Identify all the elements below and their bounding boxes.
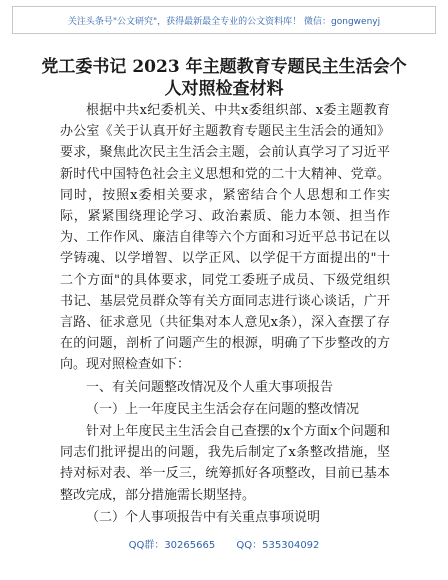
page-footer <box>0 536 448 551</box>
subsection-heading-1: （一）上一年度民主生活会存在问题的整改情况 <box>86 401 360 417</box>
footer-qq-group: QQ群：30265665 <box>128 540 216 551</box>
subsection-heading-2: （二）个人事项报告中有关重点事项说明 <box>86 509 321 525</box>
top-promo-banner <box>12 6 436 34</box>
section-heading-1: 一、有关问题整改情况及个人重大事项报告 <box>86 379 334 395</box>
document-title: 党工委书记 2023 年主题教育专题民主生活会个人对照检查材料 <box>41 57 407 99</box>
footer-qq: QQ：535304092 <box>236 540 320 551</box>
intro-paragraph: 根据中共x纪委机关、中共x委组织部、x委主题教育办公室《关于认真开好主题教育专题民主生活会的通知》要求，聚焦此次民主生活会主题，会前认真学习了习近平新时代中国特色社会主义思想和党的二十大精神、党章。同时，按照x委相关要求，紧密结合个人思想和工作实际，紧紧围绕理论学习、政治素质、能力本领、担当作为、工作作风、廉洁自律等六个方面和习近平总书记在以学铸魂、以学增智、以学正风、以学促干方面提出的"十二个方面"的具体要求，同党工委班子成员、下级党组织书记、基层党员群众等有关方面同志进行谈心谈话，广开言路、征求意见（共征集对本人意见x条），深入查摆了存在的问题，剖析了问题产生的根源，明确了下步整改的方向。现对照检查如下： <box>60 103 390 373</box>
banner-text: 关注头条号"公文研究"，获得最新最全专业的公文资料库！ 微信：gongwenyj <box>67 16 381 27</box>
body-paragraph-2: 针对上年度民主生活会自己查摆的x个方面x个问题和同志们批评提出的问题，我先后制定了x条整改措施，坚持对标对表、举一反三，统筹抓好各项整改，目前已基本整改完成，部分措施需长期坚持。 <box>60 424 390 503</box>
document-body <box>60 100 390 528</box>
